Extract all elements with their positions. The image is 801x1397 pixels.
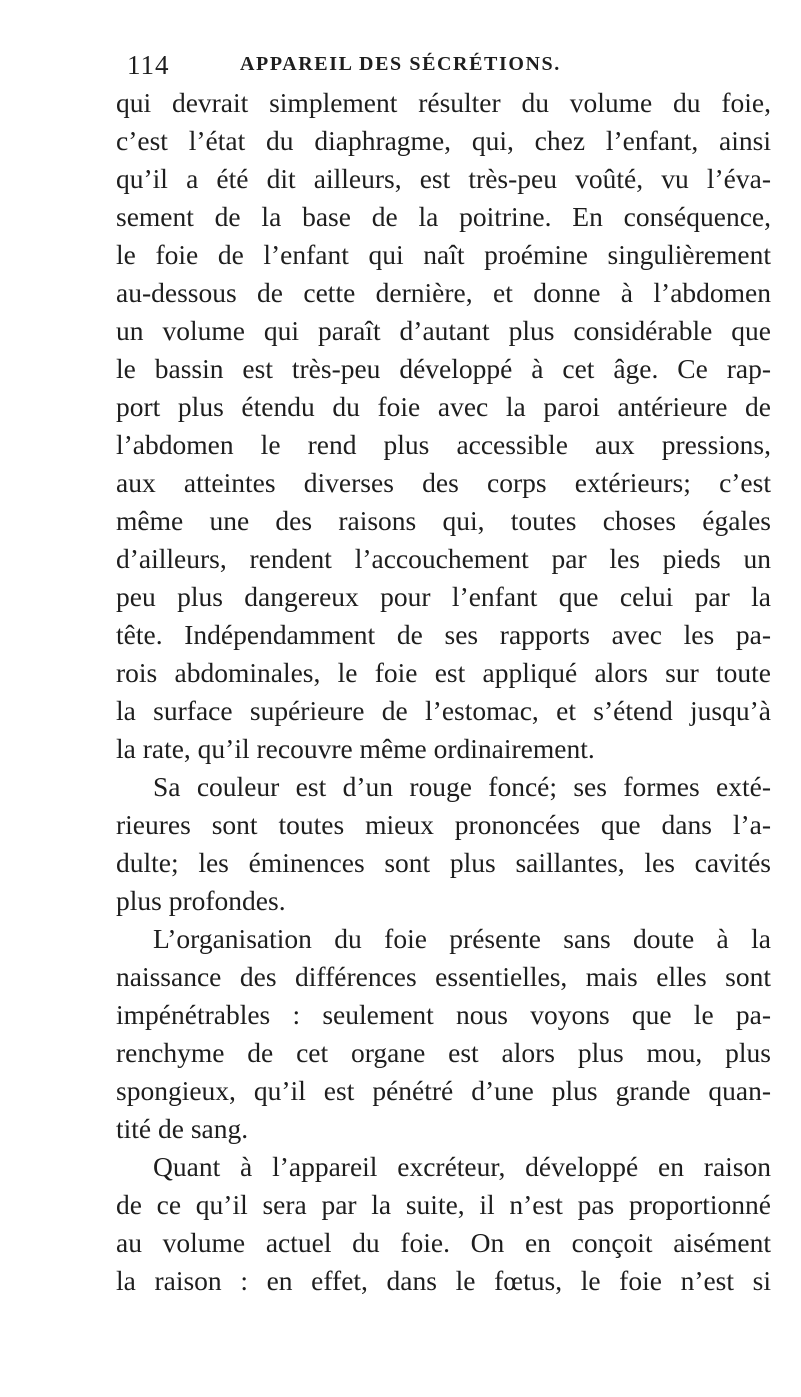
text-line: qu’il a été dit ailleurs, est très-peu voûté, vu l’éva- — [116, 163, 771, 194]
text-line: qui devrait simplement résulter du volume du foie, — [116, 87, 771, 118]
text-line: le bassin est très-peu développé à cet âge. Ce rap- — [116, 353, 771, 384]
text-line: peu plus dangereux pour l’enfant que celui par la — [116, 581, 771, 612]
text-line: un volume qui paraît d’autant plus considérable que — [116, 315, 771, 346]
text-line: Quant à l’appareil excréteur, développé en raison — [153, 1151, 771, 1182]
running-title: APPAREIL DES SÉCRÉTIONS. — [240, 53, 561, 75]
text-line: la surface supérieure de l’estomac, et s’étend jusqu’à — [116, 695, 771, 726]
text-line: renchyme de cet organe est alors plus mou, plus — [116, 1037, 771, 1068]
text-line: dulte; les éminences sont plus saillantes, les cavités — [116, 847, 771, 878]
text-line: sement de la base de la poitrine. En conséquence, — [116, 201, 771, 232]
text-line: l’abdomen le rend plus accessible aux pressions, — [116, 429, 771, 460]
text-line: aux atteintes diverses des corps extérieurs; c’est — [116, 467, 771, 498]
text-line: plus profondes. — [116, 885, 286, 916]
text-line: c’est l’état du diaphragme, qui, chez l’enfant, ainsi — [116, 125, 771, 156]
text-line: spongieux, qu’il est pénétré d’une plus grande quan- — [116, 1075, 771, 1106]
text-line: la raison : en effet, dans le fœtus, le foie n’est si — [116, 1265, 771, 1296]
text-line: le foie de l’enfant qui naît proémine singulièrement — [116, 239, 771, 270]
text-line: de ce qu’il sera par la suite, il n’est pas proportionné — [116, 1189, 771, 1220]
text-line: Sa couleur est d’un rouge foncé; ses formes exté- — [153, 771, 771, 802]
text-line: rieures sont toutes mieux prononcées que dans l’a- — [116, 809, 771, 840]
text-line: L’organisation du foie présente sans doute à la — [153, 923, 771, 954]
text-line: port plus étendu du foie avec la paroi antérieure de — [116, 391, 771, 422]
text-line: naissance des différences essentielles, mais elles sont — [116, 961, 771, 992]
text-line: impénétrables : seulement nous voyons que le pa- — [116, 999, 771, 1030]
text-line: au volume actuel du foie. On en conçoit aisément — [116, 1227, 771, 1258]
text-line: d’ailleurs, rendent l’accouchement par les pieds un — [116, 543, 771, 574]
page-number: 114 — [127, 50, 170, 80]
text-line: même une des raisons qui, toutes choses égales — [116, 505, 771, 536]
text-line: tête. Indépendamment de ses rapports avec les pa- — [116, 619, 771, 650]
text-line: rois abdominales, le foie est appliqué alors sur toute — [116, 657, 771, 688]
text-line: au-dessous de cette dernière, et donne à l’abdomen — [116, 277, 771, 308]
text-line: tité de sang. — [116, 1113, 249, 1144]
text-line: la rate, qu’il recouvre même ordinairement. — [116, 733, 595, 764]
